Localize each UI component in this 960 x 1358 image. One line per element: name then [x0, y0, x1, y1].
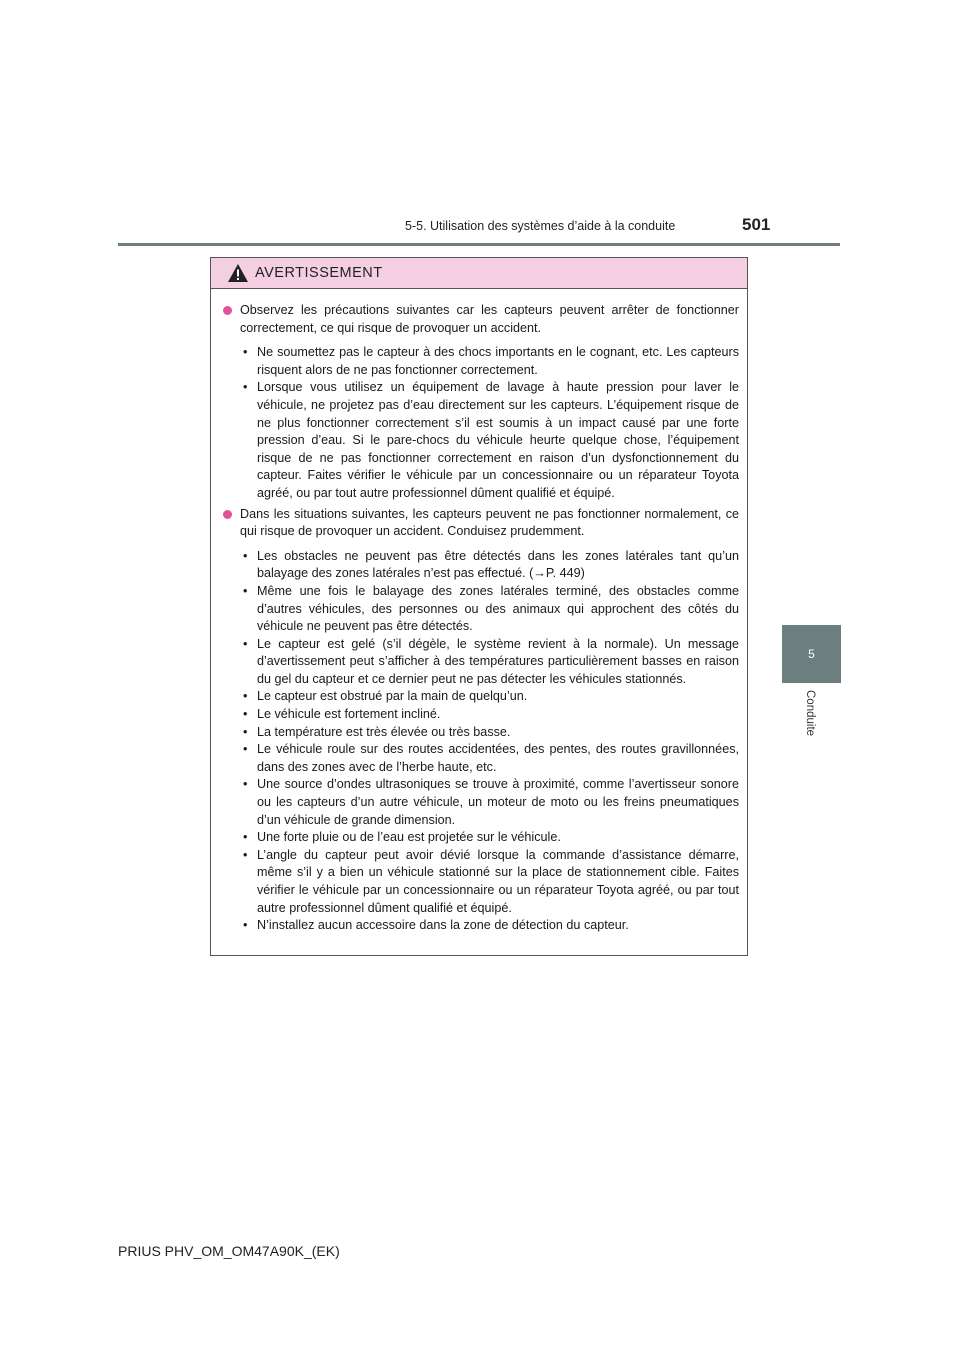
bullet-dot-icon: • — [243, 707, 248, 722]
bullet-dot-icon: • — [243, 380, 248, 395]
list-item — [243, 776, 739, 829]
list-item-text: N’installez aucun accessoire dans la zone de détection du capteur. — [257, 918, 629, 933]
list-item — [243, 344, 739, 379]
list-item — [243, 688, 739, 706]
page-number: 501 — [742, 215, 771, 234]
warning-title: AVERTISSEMENT — [255, 265, 383, 281]
bullet-dot-icon: • — [243, 847, 248, 862]
list-item-text: Une source d’ondes ultrasoniques se trouve à proximité, comme l’avertisseur sonore ou les capteurs d’un autre véhicule, un moteur de moto ou les freins pneumatiques d’un véhicule de grande dimension. — [257, 777, 739, 827]
header-divider — [118, 243, 840, 246]
bullet-dot-icon: • — [243, 548, 248, 563]
warning-point — [223, 506, 739, 541]
bullet-dot-icon: • — [243, 777, 248, 792]
bullet-dot-icon: • — [243, 918, 248, 933]
list-item-text: Même une fois le balayage des zones latérales terminé, des obstacles comme d’autres véhicules, des personnes ou des animaux qui approchent des côtés du véhicule ne peuvent pas être détectés. — [257, 583, 739, 634]
list-item — [243, 741, 739, 776]
chapter-number: 5 — [808, 647, 815, 661]
pink-bullet-icon — [223, 510, 232, 519]
pink-bullet-icon — [223, 306, 232, 315]
section-title: 5-5. Utilisation des systèmes d’aide à la conduite — [405, 219, 676, 233]
list-item — [243, 548, 739, 583]
list-item-text: La température est très élevée ou très basse. — [257, 724, 511, 739]
list-item-text: Les obstacles ne peuvent pas être détectés dans les zones latérales tant qu’un balayage des zones latérales n’est pas effectué. (→P. 449) — [257, 548, 739, 581]
list-item-text: Ne soumettez pas le capteur à des chocs importants en le cognant, etc. Les capteurs risquent alors de ne pas fonctionner correctement. — [257, 345, 739, 377]
list-item-text: L’angle du capteur peut avoir dévié lorsque la commande d’assistance démarre, même s’il y a bien un véhicule stationné sur la place de stationnement cible. Faites vérifier le véhicule par un concessionnaire ou un réparateur Toyota agréé, ou par tout autre professionnel dûment qualifié et équipé. — [257, 847, 739, 915]
warning-header — [211, 258, 747, 289]
warning-point-text: Dans les situations suivantes, les capteurs peuvent ne pas fonctionner normalement, ce qui risque de provoquer un accident. Conduisez prudemment. — [240, 506, 739, 539]
list-item — [243, 379, 739, 502]
warning-box — [210, 257, 748, 956]
list-item — [243, 636, 739, 689]
list-item — [243, 847, 739, 917]
chapter-tab[interactable] — [782, 625, 841, 683]
list-item-text: Le véhicule roule sur des routes accidentées, des pentes, des routes gravillonnées, dans des zones avec de l’herbe haute, etc. — [257, 742, 739, 774]
list-item — [243, 583, 739, 636]
list-item-text: Le véhicule est fortement incliné. — [257, 707, 441, 722]
bullet-dot-icon: • — [243, 830, 248, 845]
warning-icon — [227, 263, 249, 283]
bullet-dot-icon: • — [243, 689, 248, 704]
bullet-dot-icon: • — [243, 345, 248, 360]
warning-point — [223, 302, 739, 337]
warning-body — [211, 289, 747, 935]
list-item-text: Le capteur est gelé (s’il dégèle, le système revient à la normale). Un message d’avertissement peut s’afficher à des températures particulièrement basses en raison du gel du capteur et ce dernier peut ne pas détecter les véhicules stationnés. — [257, 636, 739, 686]
list-item-text: Une forte pluie ou de l’eau est projetée sur le véhicule. — [257, 830, 561, 845]
list-item — [243, 724, 739, 742]
list-item-text: Lorsque vous utilisez un équipement de lavage à haute pression pour laver le véhicule, ne projetez pas d’eau directement sur les capteurs. L’équipement risque de ne plus fonctionner correctement s’il est soumis à un impact causé par une forte pression d’eau. Si le pare-chocs du véhicule heurte quelque chose, l’équipement risque de ne pas fonctionner correctement en raison d’un dysfonctionnement du capteur. Faites vérifier le véhicule par un concessionnaire ou un réparateur Toyota agréé, ou par tout autre professionnel dûment qualifié et équipé. — [257, 380, 739, 500]
warning-point-text: Observez les précautions suivantes car les capteurs peuvent arrêter de fonctionner correctement, ce qui risque de provoquer un accident. — [240, 303, 739, 335]
list-item — [243, 706, 739, 724]
list-item — [243, 829, 739, 847]
bullet-dot-icon: • — [243, 636, 248, 651]
list-item — [243, 917, 739, 935]
bullet-dot-icon: • — [243, 724, 248, 739]
warning-sub-list — [243, 344, 739, 502]
list-item-text: Le capteur est obstrué par la main de quelqu’un. — [257, 689, 528, 704]
bullet-dot-icon: • — [243, 742, 248, 757]
document-code: PRIUS PHV_OM_OM47A90K_(EK) — [118, 1243, 340, 1259]
bullet-dot-icon: • — [243, 583, 248, 598]
chapter-label: Conduite — [804, 690, 816, 737]
warning-sub-list — [243, 548, 739, 935]
